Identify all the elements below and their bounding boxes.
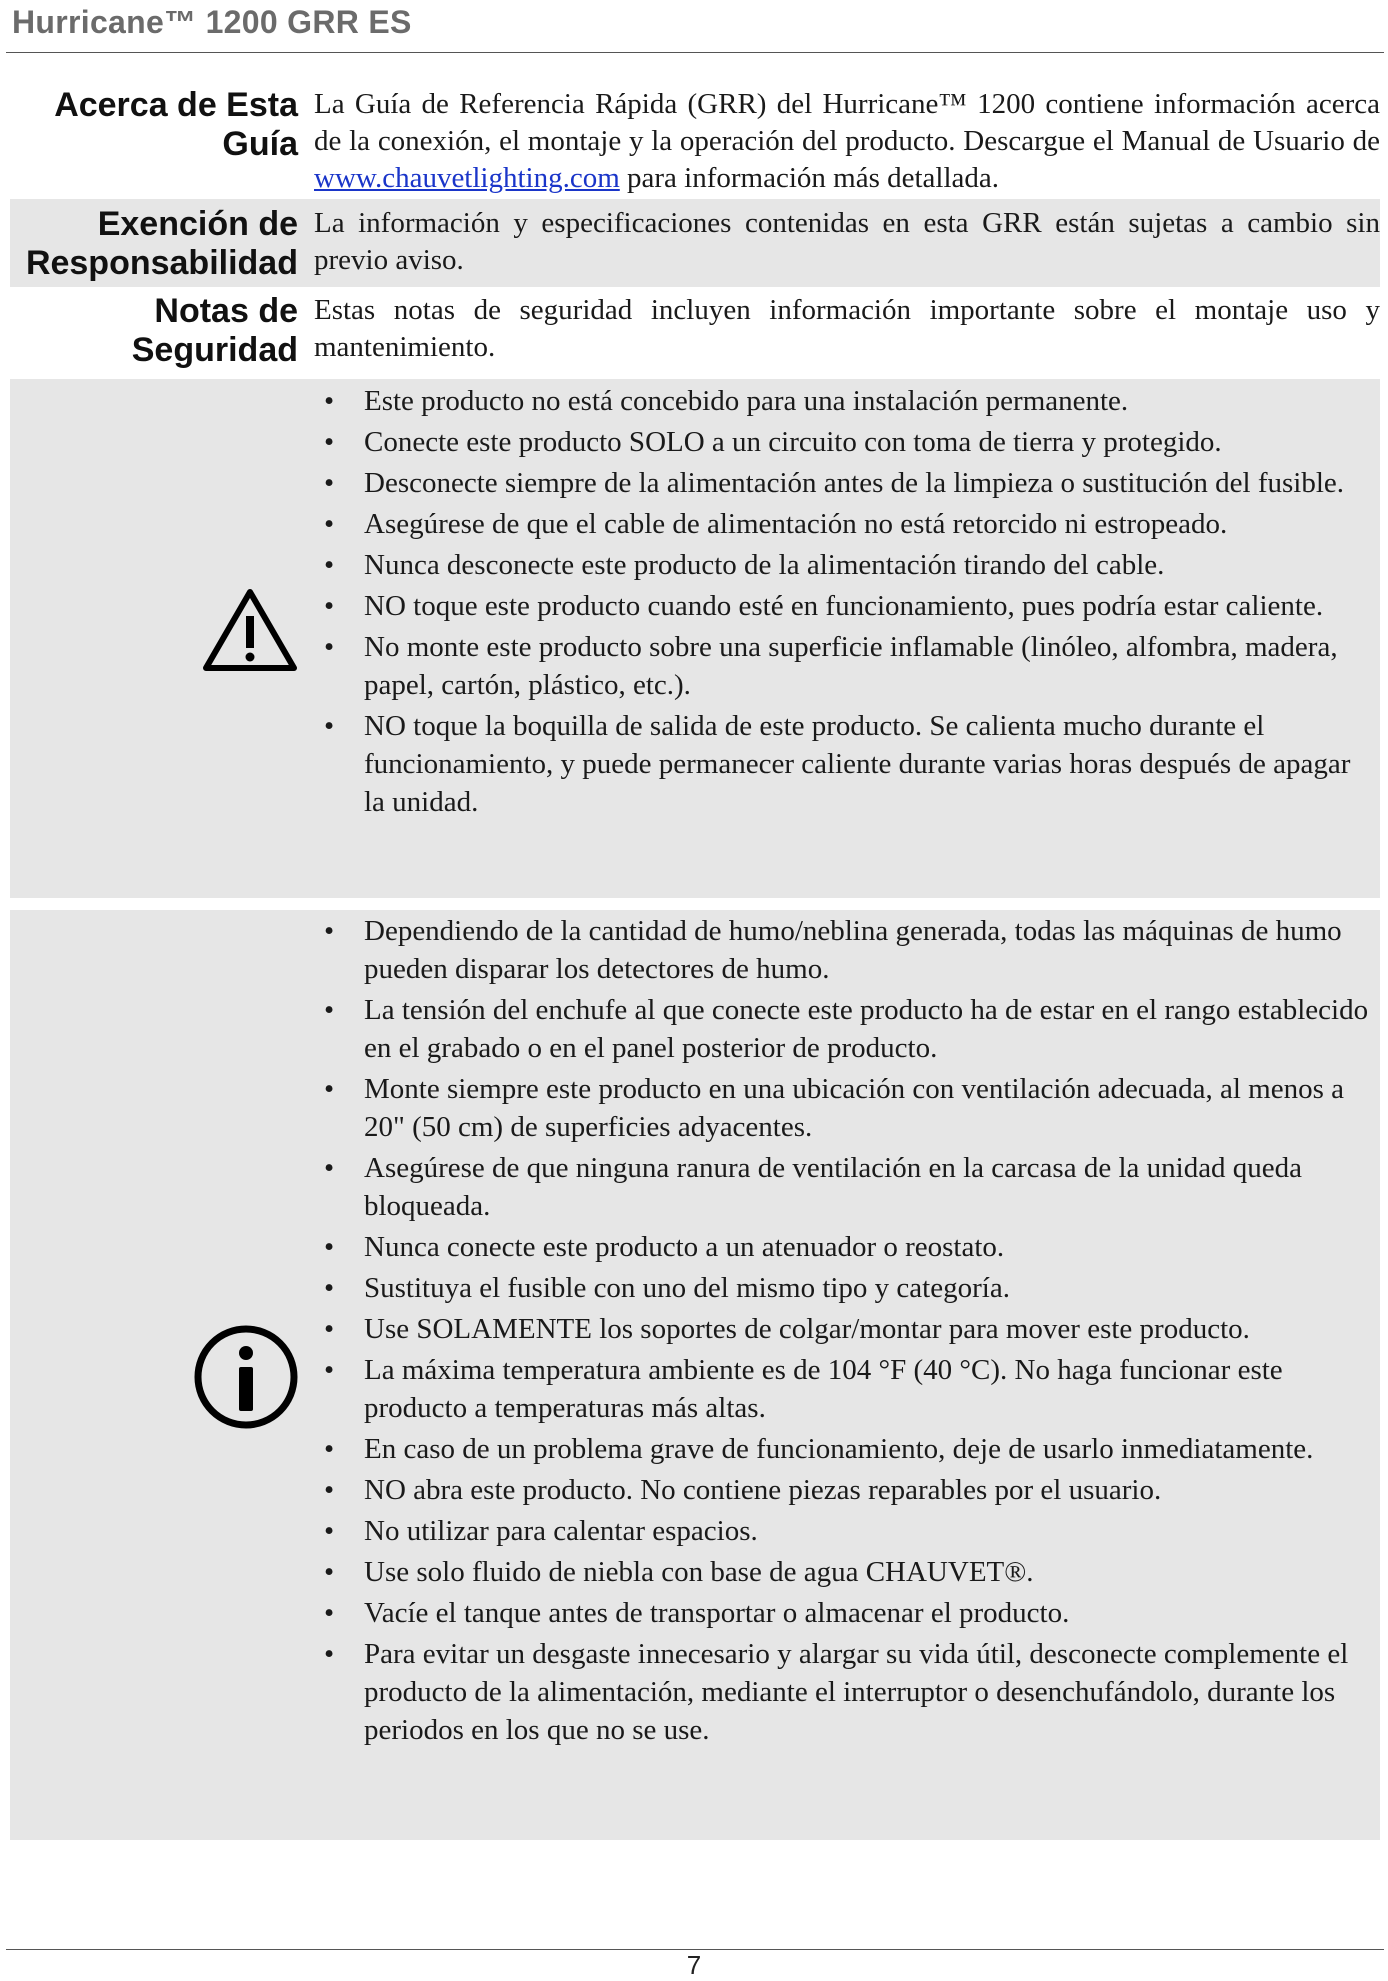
warning-list-item: • Este producto no está concebido para una instalación permanente.	[314, 382, 1376, 420]
info-circle-icon	[192, 1323, 300, 1431]
warning-list	[314, 382, 1376, 824]
website-link[interactable]: www.chauvetlighting.com	[314, 162, 620, 194]
section-disclaimer	[10, 199, 1380, 287]
label-line: Guía	[222, 125, 298, 163]
info-list-item: • No utilizar para calentar espacios.	[314, 1512, 1376, 1550]
label-line: Seguridad	[131, 331, 298, 369]
info-list-item: • Use solo fluido de niebla con base de agua CHAUVET®.	[314, 1553, 1376, 1591]
warning-list-item: • Desconecte siempre de la alimentación antes de la limpieza o sustitución del fusible.	[314, 464, 1376, 502]
warning-list-item: • Conecte este producto SOLO a un circuito con toma de tierra y protegido.	[314, 423, 1376, 461]
info-list-item: • Monte siempre este producto en una ubicación con ventilación adecuada, al menos a 20" (50 cm) de superficies adyacentes.	[314, 1070, 1376, 1146]
info-list-item: • Nunca conecte este producto a un atenuador o reostato.	[314, 1228, 1376, 1266]
safety-intro: Estas notas de seguridad incluyen información importante sobre el montaje uso y mantenimiento.	[314, 294, 1380, 363]
info-list-item: • Asegúrese de que ninguna ranura de ventilación en la carcasa de la unidad queda bloqueada.	[314, 1149, 1376, 1225]
warning-list-item: • NO toque este producto cuando esté en funcionamiento, pues podría estar caliente.	[314, 587, 1376, 625]
info-list-item: • En caso de un problema grave de funcionamiento, deje de usarlo inmediatamente.	[314, 1430, 1376, 1468]
section-about	[10, 86, 1380, 196]
disclaimer-text: La información y especificaciones contenidas en esta GRR están sujetas a cambio sin previo aviso.	[314, 207, 1380, 276]
page-header-title: Hurricane™ 1200 GRR ES	[12, 4, 412, 40]
info-block	[10, 910, 1380, 1840]
info-list-item: • Para evitar un desgaste innecesario y alargar su vida útil, desconecte complemente el producto de la alimentación, mediante el interruptor o desenchufándolo, durante los periodos en los que no se use.	[314, 1635, 1376, 1749]
info-list-item: • Vacíe el tanque antes de transportar o almacenar el producto.	[314, 1594, 1376, 1632]
label-line: Responsabilidad	[25, 244, 298, 282]
info-list-item: • La tensión del enchufe al que conecte este producto ha de estar en el rango establecido en el grabado o en el panel posterior de producto.	[314, 991, 1376, 1067]
label-line: Notas de	[154, 292, 298, 330]
label-line: Exención de	[97, 205, 298, 243]
warning-list-item: • No monte este producto sobre una superficie inflamable (linóleo, alfombra, madera, papel, cartón, plástico, etc.).	[314, 628, 1376, 704]
info-list	[314, 912, 1376, 1752]
warning-block	[10, 379, 1380, 898]
section-label-disclaimer	[10, 205, 298, 283]
info-list-item: • Sustituya el fusible con uno del mismo tipo y categoría.	[314, 1269, 1376, 1307]
warning-triangle-icon	[202, 586, 298, 674]
about-text-start: La Guía de Referencia Rápida (GRR) del Hurricane™ 1200 contiene información acerca de la conexión, el montaje y la operación del producto. Descargue el Manual de Usuario de	[314, 88, 1380, 157]
header-divider	[6, 52, 1384, 53]
about-text	[314, 86, 1380, 197]
warning-list-item: • Asegúrese de que el cable de alimentación no está retorcido ni estropeado.	[314, 505, 1376, 543]
section-label-safety	[10, 292, 298, 370]
info-list-item: • NO abra este producto. No contiene piezas reparables por el usuario.	[314, 1471, 1376, 1509]
warning-list-item: • Nunca desconecte este producto de la alimentación tirando del cable.	[314, 546, 1376, 584]
warning-list-item: • NO toque la boquilla de salida de este producto. Se calienta mucho durante el funcionamiento, y puede permanecer caliente durante varias horas después de apagar la unidad.	[314, 707, 1376, 821]
info-list-item: • La máxima temperatura ambiente es de 104 °F (40 °C). No haga funcionar este producto a temperaturas más altas.	[314, 1351, 1376, 1427]
section-label-about	[10, 86, 298, 164]
page-number: 7	[686, 1950, 702, 1980]
label-line: Acerca de Esta	[54, 86, 298, 124]
section-safety	[10, 291, 1380, 377]
info-list-item: • Dependiendo de la cantidad de humo/neblina generada, todas las máquinas de humo pueden disparar los detectores de humo.	[314, 912, 1376, 988]
info-list-item: • Use SOLAMENTE los soportes de colgar/montar para mover este producto.	[314, 1310, 1376, 1348]
about-text-end: para información más detallada.	[619, 162, 1000, 194]
